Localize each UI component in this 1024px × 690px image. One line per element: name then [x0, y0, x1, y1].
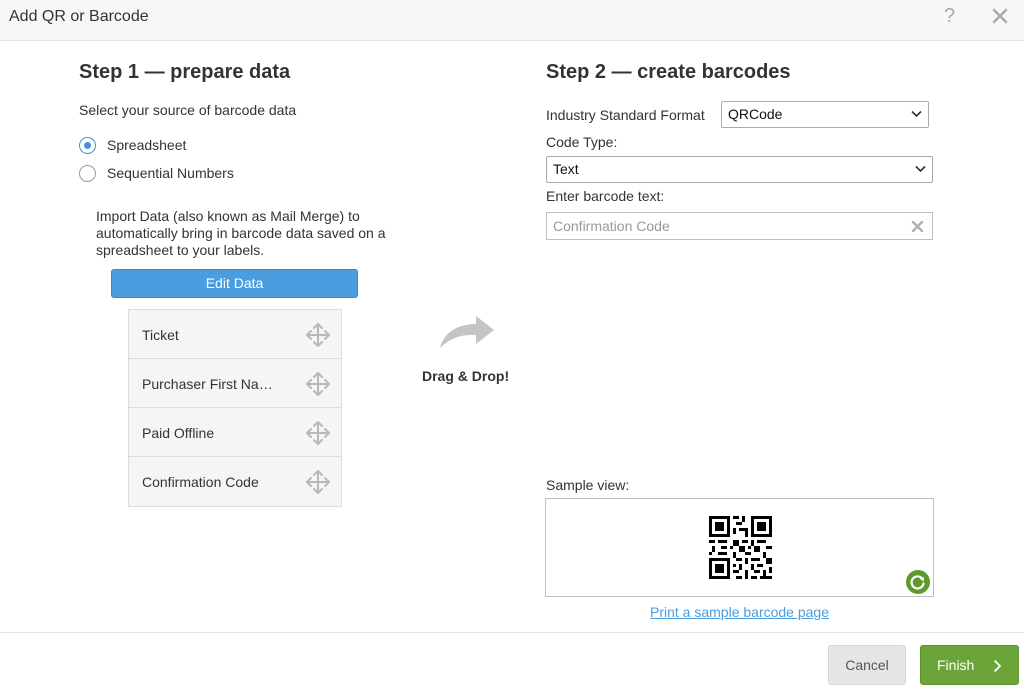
barcode-text-label: Enter barcode text: — [546, 188, 665, 204]
clear-icon[interactable] — [911, 220, 924, 233]
chevron-down-icon — [915, 165, 926, 173]
drag-drop-arrow-icon — [436, 312, 496, 352]
field-label: Ticket — [142, 327, 179, 343]
option-sequential-numbers-label: Sequential Numbers — [107, 165, 234, 181]
field-item-purchaser-first-name[interactable] — [129, 359, 341, 408]
import-description: Import Data (also known as Mail Merge) to automatically bring in barcode data saved on a spreadsheet to your labels. — [96, 208, 386, 258]
option-spreadsheet[interactable] — [79, 135, 186, 155]
edit-data-button[interactable]: Edit Data — [111, 269, 358, 298]
field-item-ticket[interactable] — [129, 310, 341, 359]
code-type-select-value: Text — [553, 161, 579, 177]
field-item-confirmation-code[interactable] — [129, 457, 341, 506]
format-label: Industry Standard Format — [546, 107, 705, 123]
step1-title: Step 1 — prepare data — [79, 61, 291, 83]
qr-code-image — [709, 516, 772, 579]
field-label: Purchaser First Na… — [142, 376, 273, 392]
finish-button-label: Finish — [937, 657, 975, 673]
format-select[interactable] — [721, 101, 929, 128]
move-icon[interactable] — [305, 420, 331, 446]
format-select-value: QRCode — [728, 106, 783, 122]
dialog-titlebar — [0, 0, 1024, 41]
close-icon[interactable] — [991, 7, 1009, 25]
move-icon[interactable] — [305, 322, 331, 348]
chevron-down-icon — [911, 110, 922, 118]
dialog-footer — [0, 632, 1024, 690]
step2-title: Step 2 — create barcodes — [546, 61, 791, 83]
radio-spreadsheet[interactable] — [79, 137, 96, 154]
option-spreadsheet-label: Spreadsheet — [107, 137, 187, 153]
field-label: Confirmation Code — [142, 474, 259, 490]
move-icon[interactable] — [305, 469, 331, 495]
code-type-select[interactable] — [546, 156, 933, 183]
option-sequential-numbers[interactable] — [79, 163, 234, 183]
field-label: Paid Offline — [142, 425, 215, 441]
help-icon[interactable]: ? — [944, 5, 956, 27]
field-item-paid-offline[interactable] — [129, 408, 341, 457]
sample-view-label: Sample view: — [546, 477, 630, 493]
print-sample-link[interactable]: Print a sample barcode page — [650, 604, 829, 620]
move-icon[interactable] — [305, 371, 331, 397]
radio-sequential-numbers[interactable] — [79, 165, 96, 182]
drag-drop-label: Drag & Drop! — [422, 368, 510, 384]
cancel-button[interactable]: Cancel — [828, 645, 906, 685]
code-type-label: Code Type: — [546, 134, 618, 150]
sample-view-box — [545, 498, 934, 597]
barcode-text-input[interactable] — [553, 213, 893, 239]
data-field-list — [128, 309, 342, 507]
barcode-text-field[interactable] — [546, 212, 933, 240]
dialog-title: Add QR or Barcode — [9, 8, 149, 25]
source-prompt: Select your source of barcode data — [79, 102, 297, 118]
chevron-right-icon — [993, 659, 1002, 673]
finish-button[interactable] — [920, 645, 1019, 685]
refresh-icon[interactable] — [906, 570, 930, 594]
